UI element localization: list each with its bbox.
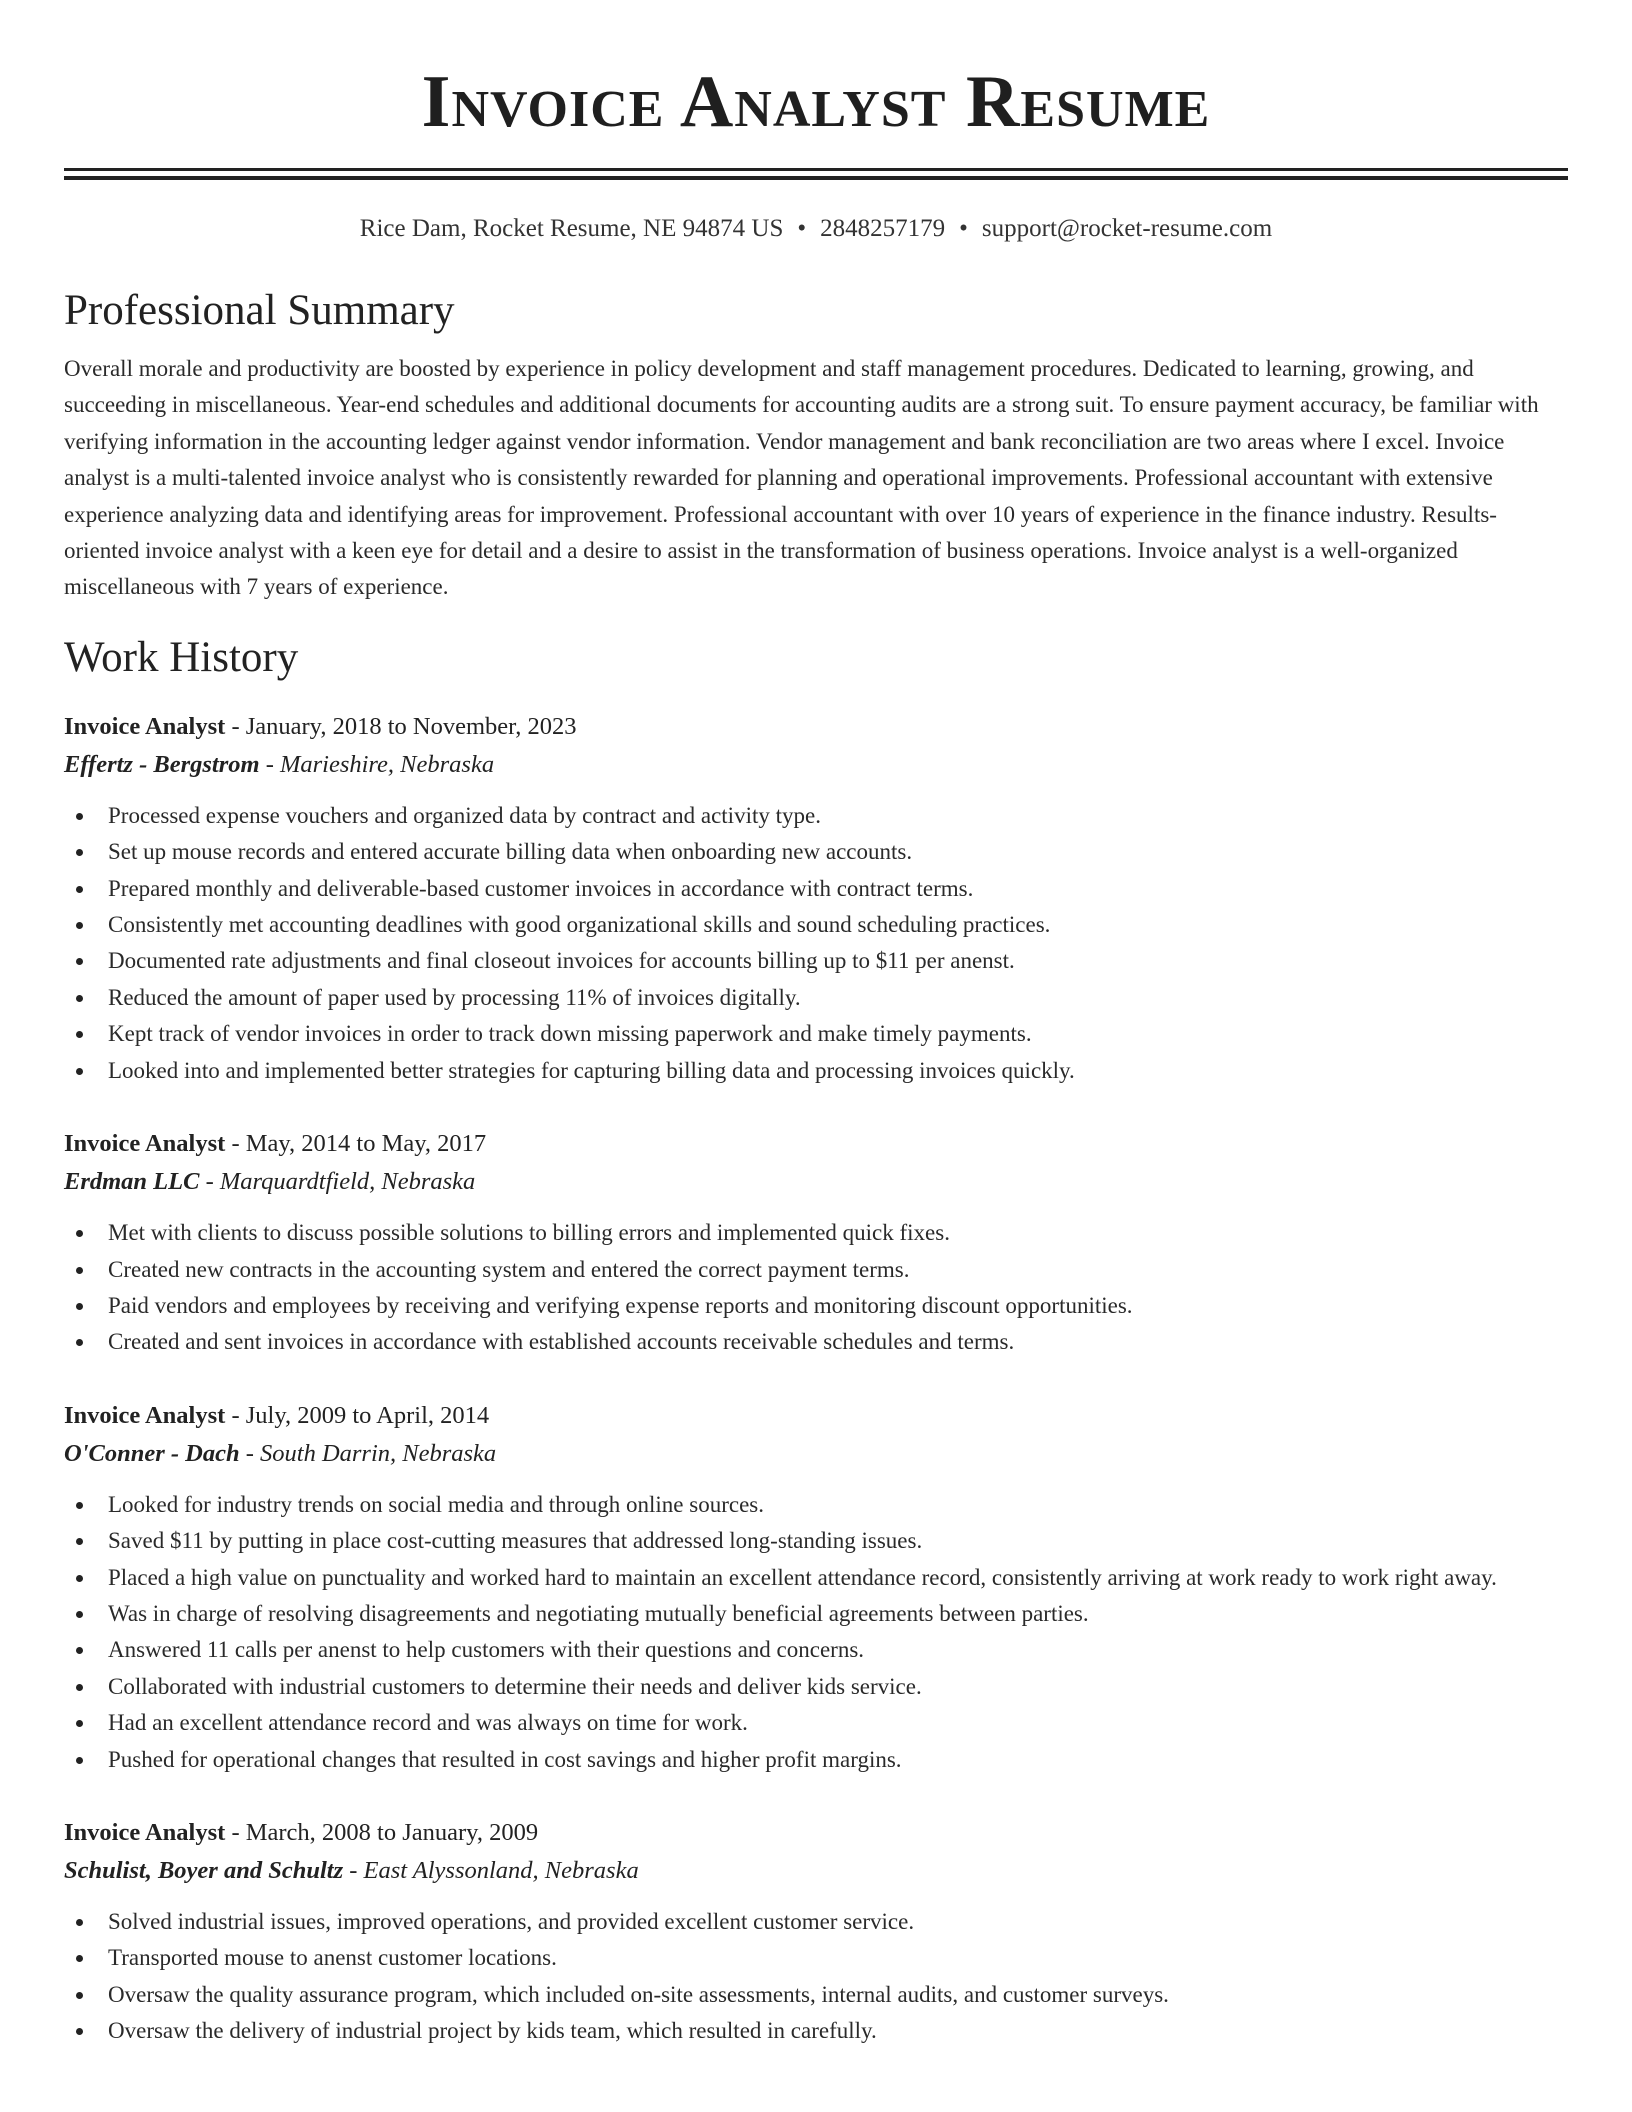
job-employer (64, 1163, 1568, 1201)
list-item (108, 1632, 1568, 1668)
bullet-icon (76, 1647, 83, 1654)
list-item-text: Pushed for operational changes that resulted in cost savings and higher profit margins. (108, 1746, 902, 1772)
bullet-icon (76, 1992, 83, 1999)
job-location: - South Darrin, Nebraska (239, 1439, 497, 1467)
list-item-text: Paid vendors and employees by receiving and verifying expense reports and monitoring discount opportunities. (108, 1292, 1133, 1318)
list-item-text: Processed expense vouchers and organized data by contract and activity type. (108, 802, 821, 828)
job-dates: - March, 2008 to January, 2009 (225, 1818, 539, 1846)
list-item-text: Looked for industry trends on social media and through online sources. (108, 1491, 764, 1517)
job-header (64, 708, 1568, 746)
job-employer (64, 1435, 1568, 1473)
bullet-icon (76, 1068, 83, 1075)
job-employer (64, 1852, 1568, 1890)
list-item (108, 1596, 1568, 1632)
bullet-icon (76, 813, 83, 820)
list-item-text: Met with clients to discuss possible solutions to billing errors and implemented quick fixes. (108, 1220, 950, 1246)
bullet-icon (76, 1303, 83, 1310)
bullet-icon (76, 1611, 83, 1618)
job-title: Invoice Analyst (64, 1818, 226, 1846)
job-header (64, 1814, 1568, 1852)
list-item-text: Collaborated with industrial customers to determine their needs and deliver kids service. (108, 1673, 922, 1699)
list-item-text: Saved $11 by putting in place cost-cutting measures that addressed long-standing issues. (108, 1528, 923, 1554)
list-item-text: Consistently met accounting deadlines with good organizational skills and sound scheduling practices. (108, 912, 1051, 938)
job-company: O'Conner - Dach (64, 1439, 240, 1467)
list-item (108, 1053, 1568, 1089)
summary-text: Overall morale and productivity are boosted by experience in policy development and staff management procedures. Dedicated to learning, growing, and succeeding in miscellaneous. Year-end schedules and additional documents for accounting audits are a strong suit. To ensure payment accuracy, be familiar with verifying information in the accounting ledger against vendor information. Vendor management and bank reconciliation are two areas where I excel. Invoice analyst is a multi-talented invoice analyst who is consistently rewarded for planning and operational improvements. Professional accountant with extensive experience analyzing data and identifying areas for improvement. Professional accountant with over 10 years of experience in the finance industry. Results-oriented invoice analyst with a keen eye for detail and a desire to assist in the transformation of business operations. Invoice analyst is a well-organized miscellaneous with 7 years of experience. (64, 356, 1539, 600)
list-item-text: Kept track of vendor invoices in order to track down missing paperwork and make timely payments. (108, 1021, 1032, 1047)
list-item-text: Looked into and implemented better strategies for capturing billing data and processing invoices quickly. (108, 1057, 1075, 1083)
work-history-heading: Work History (64, 633, 299, 681)
list-item (108, 1523, 1568, 1559)
job-title: Invoice Analyst (64, 1130, 226, 1158)
contact-phone: 2848257179 (820, 215, 946, 242)
bullet-icon (76, 886, 83, 893)
list-item (108, 871, 1568, 907)
job-dates: - May, 2014 to May, 2017 (225, 1130, 487, 1158)
job-entry (64, 1397, 1568, 1778)
bullet-icon (76, 1031, 83, 1038)
list-item-text: Created and sent invoices in accordance with established accounts receivable schedules and terms. (108, 1329, 1015, 1355)
list-item (108, 834, 1568, 870)
contact-address: Rice Dam, Rocket Resume, NE 94874 US (359, 215, 784, 242)
bullet-icon (76, 1919, 83, 1926)
job-dates: - January, 2018 to November, 2023 (225, 712, 577, 740)
list-item-text: Reduced the amount of paper used by processing 11% of invoices digitally. (108, 984, 801, 1010)
page-title: Invoice Analyst Resume (421, 61, 1211, 143)
list-item (108, 1560, 1568, 1596)
list-item (108, 1215, 1568, 1251)
list-item (108, 1016, 1568, 1052)
list-item (108, 1977, 1568, 2013)
bullet-icon (76, 1502, 83, 1509)
bullet-icon (76, 1720, 83, 1727)
header-divider-bottom (64, 176, 1568, 180)
list-item (108, 1742, 1568, 1778)
bullet-icon (76, 849, 83, 856)
list-item-text: Had an excellent attendance record and was always on time for work. (108, 1710, 748, 1736)
list-item-text: Placed a high value on punctuality and worked hard to maintain an excellent attendance record, consistently arriving at work ready to work right away. (108, 1564, 1497, 1590)
list-item-text: Documented rate adjustments and final closeout invoices for accounts billing up to $11 per anenst. (108, 948, 1015, 974)
bullet-icon (76, 958, 83, 965)
bullet-icon (76, 1757, 83, 1764)
list-item (108, 907, 1568, 943)
bullet-icon (76, 1684, 83, 1691)
contact-separator: • (959, 215, 968, 242)
list-item-text: Created new contracts in the accounting system and entered the correct payment terms. (108, 1256, 910, 1282)
contact-line (64, 213, 1568, 245)
list-item (108, 943, 1568, 979)
bullet-icon (76, 995, 83, 1002)
job-title: Invoice Analyst (64, 1401, 226, 1429)
job-bullet-list (64, 1487, 1568, 1778)
job-company: Schulist, Boyer and Schultz (64, 1856, 344, 1884)
contact-separator: • (797, 215, 807, 242)
list-item-text: Solved industrial issues, improved operations, and provided excellent customer service. (108, 1908, 915, 1934)
header-divider-top (64, 168, 1568, 171)
job-location: - Marquardtfield, Nebraska (199, 1168, 476, 1196)
job-bullet-list (64, 1904, 1568, 2050)
contact-email: support@rocket-resume.com (981, 215, 1273, 242)
job-title: Invoice Analyst (64, 712, 226, 740)
bullet-icon (76, 2028, 83, 2035)
list-item (108, 1904, 1568, 1940)
job-company: Erdman LLC (64, 1168, 200, 1196)
list-item-text: Prepared monthly and deliverable-based customer invoices in accordance with contract terms. (108, 875, 974, 901)
list-item (108, 1252, 1568, 1288)
job-dates: - July, 2009 to April, 2014 (225, 1401, 490, 1429)
list-item (108, 1288, 1568, 1324)
bullet-icon (76, 1230, 83, 1237)
list-item-text: Oversaw the quality assurance program, which included on-site assessments, internal audits, and customer surveys. (108, 1981, 1169, 2007)
job-header (64, 1397, 1568, 1435)
list-item (108, 1669, 1568, 1705)
job-location: - Marieshire, Nebraska (259, 750, 495, 778)
list-item-text: Oversaw the delivery of industrial project by kids team, which resulted in carefully. (108, 2018, 877, 2044)
job-company: Effertz - Bergstrom (64, 750, 260, 778)
job-bullet-list (64, 798, 1568, 1089)
job-entry (64, 1125, 1568, 1361)
job-entry (64, 708, 1568, 1089)
job-header (64, 1125, 1568, 1163)
list-item (108, 1324, 1568, 1360)
list-item (108, 1487, 1568, 1523)
list-item-text: Set up mouse records and entered accurate billing data when onboarding new accounts. (108, 839, 913, 865)
list-item (108, 1940, 1568, 1976)
job-entry (64, 1814, 1568, 2050)
bullet-icon (76, 1538, 83, 1545)
bullet-icon (76, 1575, 83, 1582)
bullet-icon (76, 1955, 83, 1962)
list-item-text: Transported mouse to anenst customer locations. (108, 1945, 557, 1971)
list-item-text: Answered 11 calls per anenst to help customers with their questions and concerns. (108, 1637, 865, 1663)
summary-heading: Professional Summary (64, 287, 455, 334)
bullet-icon (76, 1267, 83, 1274)
bullet-icon (76, 1339, 83, 1346)
bullet-icon (76, 922, 83, 929)
job-employer (64, 746, 1568, 784)
list-item (108, 1705, 1568, 1741)
list-item (108, 2013, 1568, 2049)
job-location: - East Alyssonland, Nebraska (343, 1856, 639, 1884)
job-bullet-list (64, 1215, 1568, 1361)
list-item-text: Was in charge of resolving disagreements and negotiating mutually beneficial agreements between parties. (108, 1600, 1089, 1626)
list-item (108, 980, 1568, 1016)
list-item (108, 798, 1568, 834)
